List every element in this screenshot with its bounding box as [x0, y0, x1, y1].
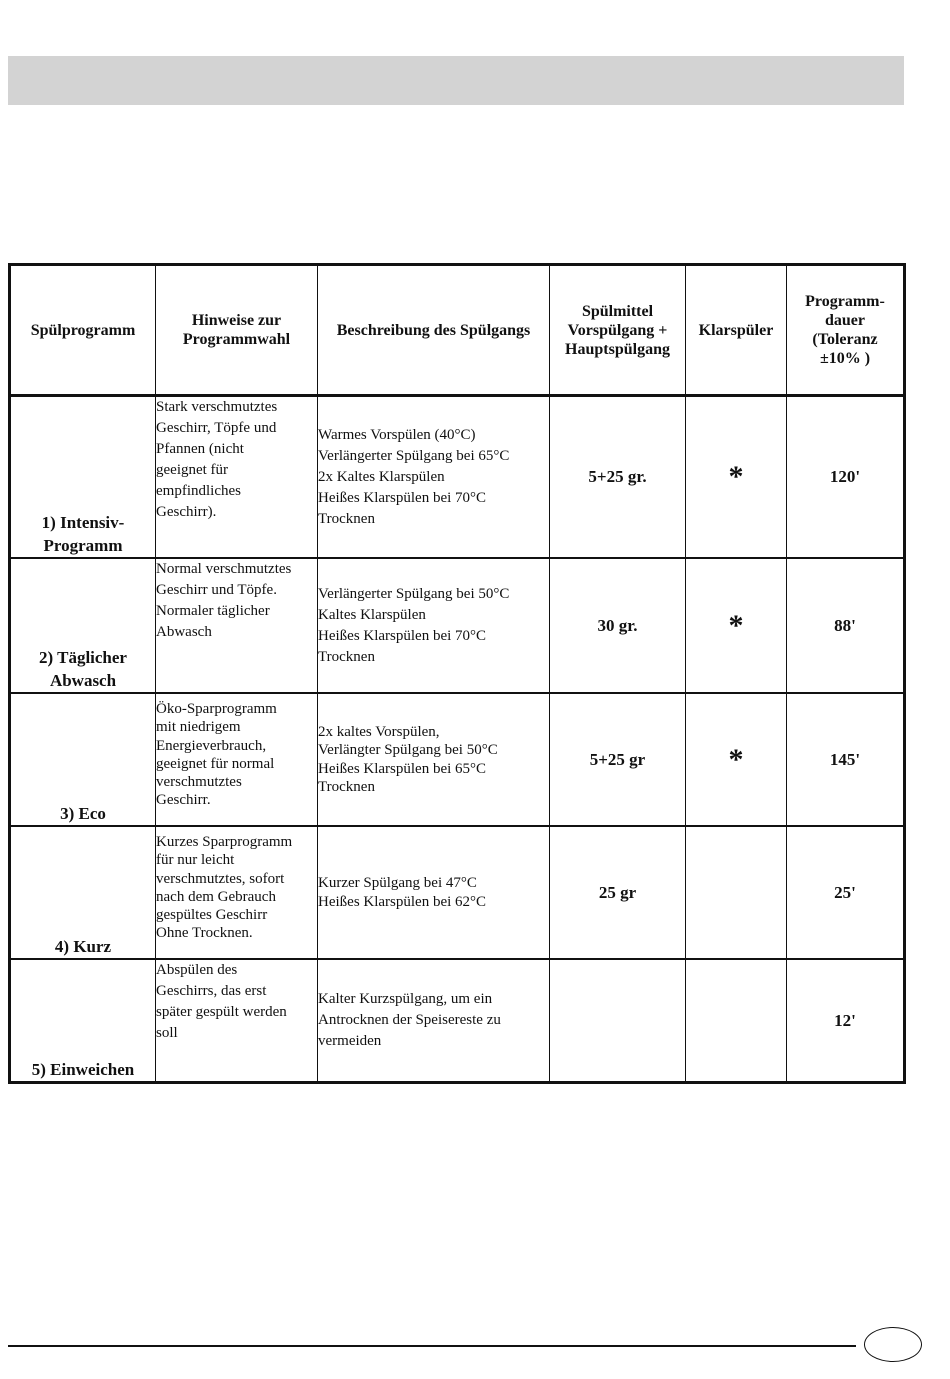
program-detergent: 30 gr.	[550, 558, 686, 693]
program-rinse-aid: *	[686, 396, 787, 559]
header-description: Beschreibung des Spülgangs	[318, 265, 550, 396]
program-description: Kurzer Spülgang bei 47°C Heißes Klarspülen bei 62°C	[318, 826, 550, 959]
header-detergent: Spülmittel Vorspülgang + Hauptspülgang	[550, 265, 686, 396]
program-description: Warmes Vorspülen (40°C) Verlängerter Spülgang bei 65°C 2x Kaltes Klarspülen Heißes Klarspülen bei 70°C Trocknen	[318, 396, 550, 559]
page-number-oval	[864, 1327, 922, 1362]
program-name: 3) Eco	[10, 693, 156, 826]
program-detergent: 5+25 gr.	[550, 396, 686, 559]
footer-rule	[8, 1345, 856, 1347]
program-duration: 145'	[787, 693, 905, 826]
program-duration: 12'	[787, 959, 905, 1083]
program-hints: Kurzes Sparprogramm für nur leicht verschmutztes, sofort nach dem Gebrauch gespültes Geschirr Ohne Trocknen.	[156, 826, 318, 959]
program-name: 1) Intensiv- Programm	[10, 396, 156, 559]
program-duration: 25'	[787, 826, 905, 959]
header-rinse-aid: Klarspüler	[686, 265, 787, 396]
program-hints: Stark verschmutztes Geschirr, Töpfe und Pfannen (nicht geeignet für empfindliches Geschirr).	[156, 396, 318, 559]
program-detergent: 5+25 gr	[550, 693, 686, 826]
program-rinse-aid: *	[686, 558, 787, 693]
program-duration: 120'	[787, 396, 905, 559]
program-hints: Abspülen des Geschirrs, das erst später gespült werden soll	[156, 959, 318, 1083]
program-description: 2x kaltes Vorspülen, Verlängter Spülgang bei 50°C Heißes Klarspülen bei 65°C Trocknen	[318, 693, 550, 826]
program-name: 2) Täglicher Abwasch	[10, 558, 156, 693]
program-name: 5) Einweichen	[10, 959, 156, 1083]
program-detergent: 25 gr	[550, 826, 686, 959]
header-program: Spülprogramm	[10, 265, 156, 396]
program-rinse-aid	[686, 826, 787, 959]
table-row	[10, 959, 905, 1083]
table-row	[10, 693, 905, 826]
program-rinse-aid: *	[686, 693, 787, 826]
header-duration: Programm- dauer (Toleranz ±10% )	[787, 265, 905, 396]
program-name: 4) Kurz	[10, 826, 156, 959]
program-hints: Öko-Sparprogramm mit niedrigem Energieverbrauch, geeignet für normal verschmutztes Geschirr.	[156, 693, 318, 826]
header-band	[8, 56, 904, 105]
program-hints: Normal verschmutztes Geschirr und Töpfe. Normaler täglicher Abwasch	[156, 558, 318, 693]
table-row	[10, 558, 905, 693]
table-header-row	[10, 265, 905, 396]
header-hints: Hinweise zur Programmwahl	[156, 265, 318, 396]
program-detergent	[550, 959, 686, 1083]
program-rinse-aid	[686, 959, 787, 1083]
program-description: Kalter Kurzspülgang, um ein Antrocknen der Speisereste zu vermeiden	[318, 959, 550, 1083]
program-duration: 88'	[787, 558, 905, 693]
table-row	[10, 826, 905, 959]
program-description: Verlängerter Spülgang bei 50°C Kaltes Klarspülen Heißes Klarspülen bei 70°C Trocknen	[318, 558, 550, 693]
program-table	[8, 263, 906, 1084]
table-row	[10, 396, 905, 559]
